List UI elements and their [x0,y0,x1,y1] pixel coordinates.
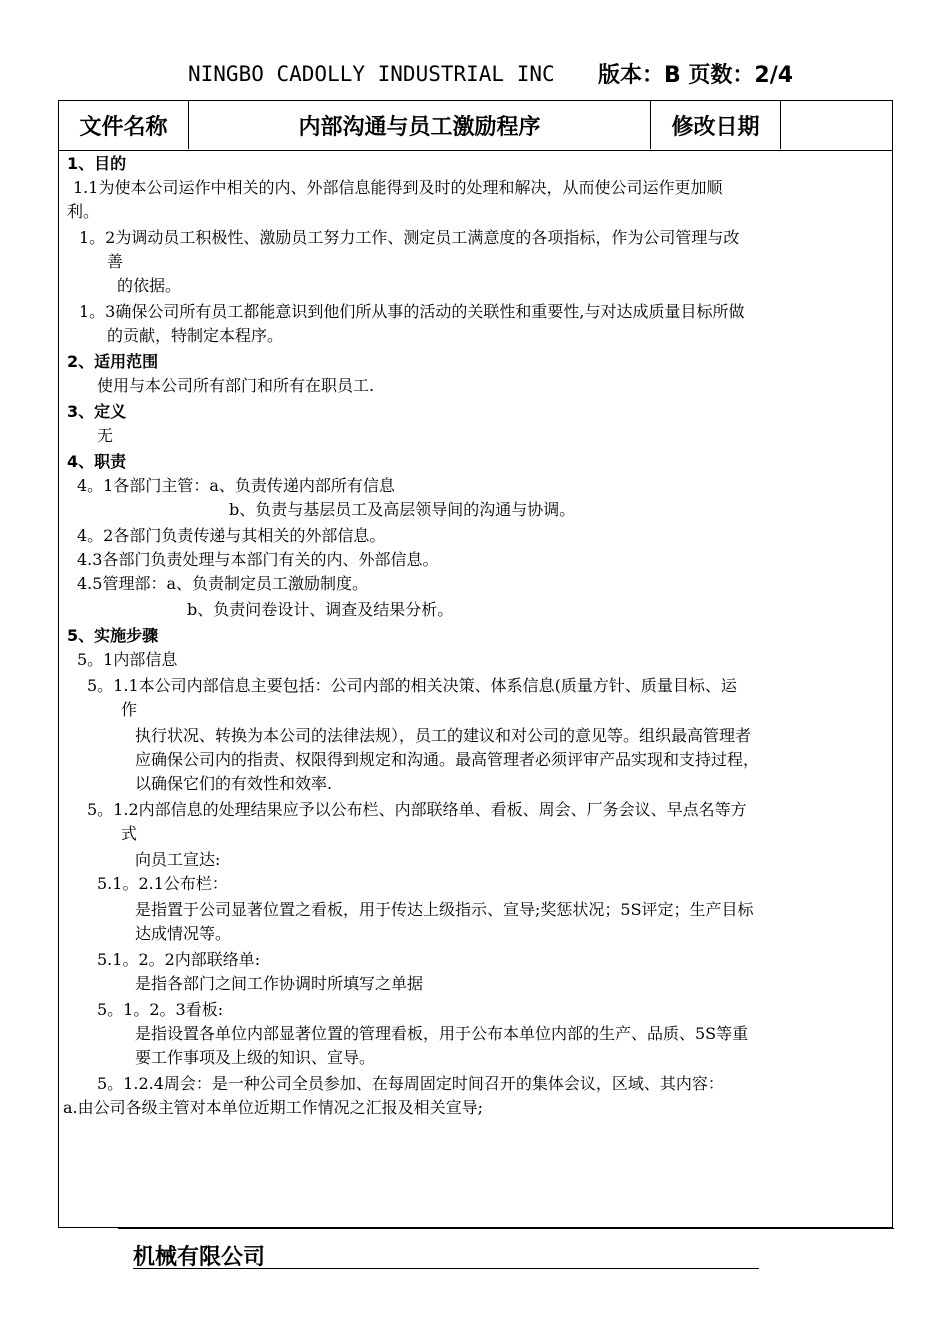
body-line: 执行状况、转换为本公司的法律法规），员工的建议和对公司的意见等。组织最高管理者 [135,726,752,745]
body-line: 4。2各部门负责传递与其相关的外部信息。 [77,526,386,545]
body-line: 使用与本公司所有部门和所有在职员工. [97,376,375,395]
body-line: 达成情况等。 [135,924,232,943]
section-heading: 2、适用范围 [67,352,159,371]
body-line: 5。1.1本公司内部信息主要包括：公司内部的相关决策、体系信息(质量方针、质量目标、运 [87,676,737,695]
body-line: 是指置于公司显著位置之看板，用于传达上级指示、宣导;奖惩状况；5S评定；生产目标 [135,900,754,919]
body-line: 以确保它们的有效性和效率. [135,774,333,793]
body-line: 向员工宣达: [135,850,221,869]
footer-underline [133,1268,759,1269]
body-line: 1。3确保公司所有员工都能意识到他们所从事的活动的关联性和重要性,与对达成质量目标所做 [79,302,745,321]
body-line: 4。1各部门主管：a、负责传递内部所有信息 [77,476,395,495]
body-line: 1.1为使本公司运作中相关的内、外部信息能得到及时的处理和解决，从而使公司运作更加顺 [73,178,723,197]
footer-divider [118,1228,894,1229]
section-heading: 5、实施步骤 [67,626,159,645]
body-line: 是指各部门之间工作协调时所填写之单据 [135,974,424,993]
body-line: 作 [121,700,138,719]
body-line: b、负责与基层员工及高层领导间的沟通与协调。 [229,500,576,519]
body-line: 5。1内部信息 [77,650,178,669]
body-line: 利。 [67,202,100,221]
section-heading: 1、目的 [67,154,127,173]
body-line: b、负责问卷设计、调查及结果分析。 [187,600,454,619]
body-line: 是指设置各单位内部显著位置的管理看板，用于公布本单位内部的生产、品质、5S等重 [135,1024,749,1043]
page-header [0,58,950,94]
file-name-value: 内部沟通与员工激励程序 [189,101,651,149]
version-page-info: 版本：B 页数：2/4 [598,63,794,88]
revision-date-label: 修改日期 [651,101,781,149]
company-name: NINGBO CADOLLY INDUSTRIAL INC [188,62,555,86]
document-frame [58,100,893,1228]
section-heading: 4、职责 [67,452,127,471]
revision-date-value [781,101,892,149]
body-line: 要工作事项及上级的知识、宣导。 [135,1048,376,1067]
body-line: 4.3各部门负责处理与本部门有关的内、外部信息。 [77,550,439,569]
body-line: 5.1。2。2内部联络单: [97,950,261,969]
body-line: 无 [97,426,114,445]
body-line: 善 [107,252,124,271]
body-line: 式 [121,824,138,843]
body-line: 的依据。 [117,276,182,295]
body-line: 的贡献，特制定本程序。 [107,326,284,345]
body-line: 1。2为调动员工积极性、激励员工努力工作、测定员工满意度的各项指标，作为公司管理与改 [79,228,740,247]
body-line: 5。1.2.4周会：是一种公司全员参加、在每周固定时间召开的集体会议，区域、其内容： [97,1074,724,1093]
body-line: a.由公司各级主管对本单位近期工作情况之汇报及相关宣导; [63,1098,484,1117]
body-line: 5。1.2内部信息的处理结果应予以公布栏、内部联络单、看板、周会、厂务会议、早点名等方 [87,800,747,819]
body-line: 应确保公司内的指责、权限得到规定和沟通。最高管理者必须评审产品实现和支持过程， [135,750,760,769]
title-row [59,101,892,151]
footer-company: 机械有限公司 [133,1245,266,1270]
body-line: 5.1。2.1公布栏： [97,874,228,893]
body-line: 5。1。2。3看板: [97,1000,224,1019]
file-name-label: 文件名称 [59,101,189,149]
body-line: 4.5管理部：a、负责制定员工激励制度。 [77,574,368,593]
section-heading: 3、定义 [67,402,127,421]
